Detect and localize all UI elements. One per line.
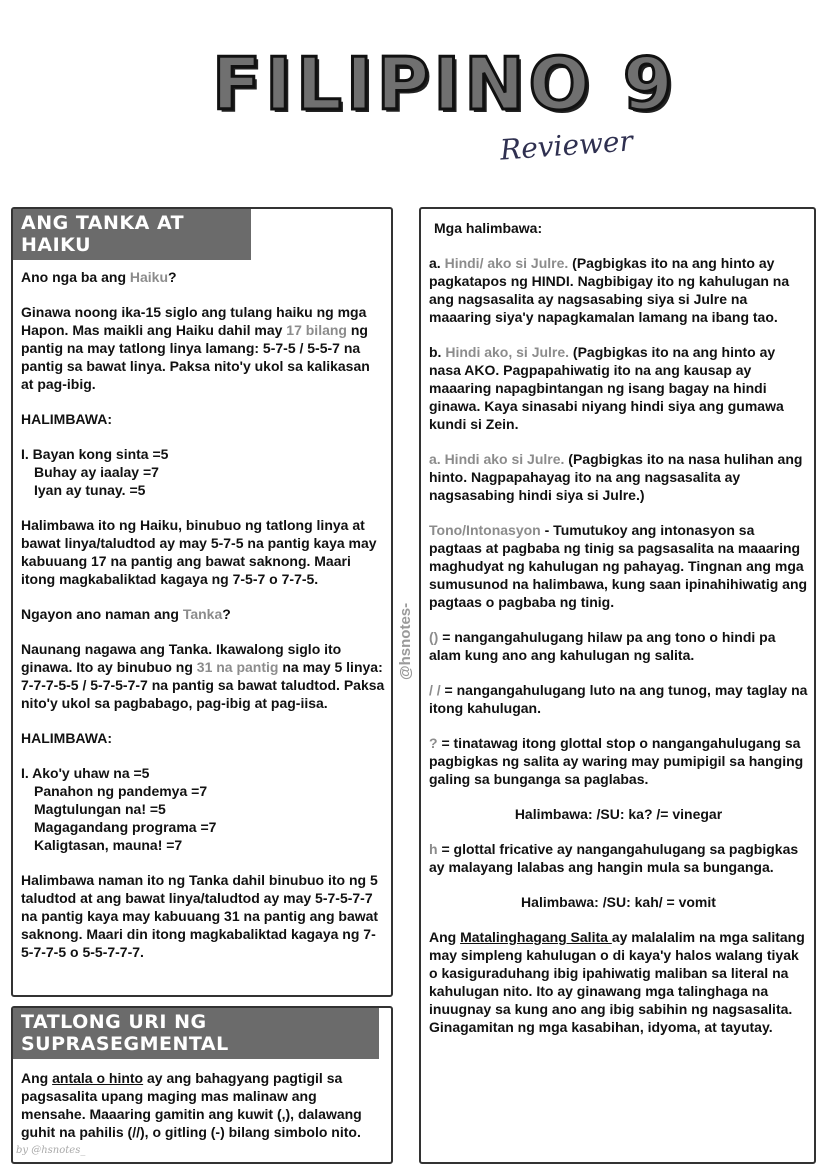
highlight-term: ? (429, 735, 438, 751)
tanka-question (21, 605, 385, 623)
page-subtitle: Reviewer (498, 124, 634, 167)
examples-section (419, 207, 816, 1164)
haiku-explanation: Halimbawa ito ng Haiku, binubuo ng tatlong linya at bawat linya/taludtod ay may 5-7-5 na pantig kaya may kabuuang 17 na pantig ang bawat saknong. Maari itong magkabaliktad kagaya ng 7-5-7 o 7-7-5. (21, 517, 377, 587)
example-label: HALIMBAWA: (21, 411, 112, 427)
vinegar-example: Halimbawa: /SU: ka? /= vinegar (514, 806, 723, 822)
text: Ang (429, 929, 461, 945)
text: (Pagbigkas ito na ang hinto ay nasa AKO. Pagpapahiwatig ito na ang kausap ay maaaring napagbintangan ng isang bagay na hindi ginawa. Kaya sinasabi niyang hindi siya ang gumawa kundi si Zein. (429, 344, 784, 432)
vomit-example: Halimbawa: /SU: kah/ = vomit (521, 894, 716, 910)
highlight-term: 17 bilang (286, 322, 347, 338)
section-heading: ANG TANKA AT HAIKU (13, 209, 251, 260)
text: a. (429, 255, 445, 271)
text: (Pagbigkas ito na nasa hulihan ang hinto. Nagpapahayag ito na ang nagsasalita ay nagsasabing hindi siya si Julre.) (429, 451, 803, 503)
text: Ano nga ba ang (21, 269, 130, 285)
poem-line: Iyan ay tunay. =5 (34, 482, 146, 498)
glottal-fricative-definition (429, 840, 808, 876)
antala-definition (21, 1069, 385, 1141)
haiku-example (21, 445, 385, 499)
matalinghaga-definition (429, 928, 808, 1036)
author-signature: by @hsnotes_ (16, 1145, 86, 1156)
text: = nangangahulugang luto na ang tunog, may taglay na itong kahulugan. (429, 682, 808, 716)
highlight-term: () (429, 629, 439, 645)
example-a (429, 254, 808, 326)
text: (Pagbigkas ito na ang hinto ay pagkatapos ng HINDI. Nagbibigay ito ng kahulugan na ang nagsasalita ay nagsasabing siya si Julre na maaaring siya'y napagkamalan lamang na ibang tao. (429, 255, 790, 325)
text: = tinatawag itong glottal stop o nangangahulugang sa pagbigkas ng salita ay waring may pumipigil sa hanging galing sa bunganga sa paglabas. (429, 735, 804, 787)
text: = nangangahulugang hilaw pa ang tono o hindi pa alam kung ano ang kahulugan ng salita. (429, 629, 776, 663)
text: Ang (21, 1070, 53, 1086)
glottal-stop-definition (429, 734, 808, 788)
example-c (429, 450, 808, 504)
text: Naunang nagawa ang Tanka. Ikawalong siglo ito ginawa. Ito ay binubuo ng (21, 641, 342, 675)
highlight-term: / / (429, 682, 441, 698)
page-title: FILIPINO 9 (212, 42, 677, 126)
poem-line: I. Bayan kong sinta =5 (21, 446, 169, 462)
text: na may 5 linya: 7-7-7-5-5 / 5-7-5-7-7 na pantig sa bawat taludtod. Paksa nito'y ukol sa pagbabago, pag-ibig at pag-iisa. (21, 659, 385, 711)
text: b. (429, 344, 446, 360)
highlight-term: 31 na pantig (196, 659, 279, 675)
highlight-term: Tanka (182, 606, 223, 622)
underlined-term: Matalinghagang Salita (460, 929, 612, 945)
example-b (429, 343, 808, 433)
suprasegmental-section (11, 1006, 393, 1164)
text: = glottal fricative ay nangangahulugang sa pagbigkas ay malayang lalabas ang hangin mula sa bunganga. (429, 841, 799, 875)
section-heading: TATLONG URI NG SUPRASEGMENTAL (13, 1008, 379, 1059)
tanka-example (21, 764, 385, 854)
haiku-definition (21, 303, 385, 393)
poem-line: Kaligtasan, mauna! =7 (34, 837, 183, 853)
highlight-term: a. Hindi ako si Julre. (429, 451, 565, 467)
text: ng pantig na may tatlong linya lamang: 5-7-5 / 5-5-7 na pantig sa bawat linya. Paksa nito'y ukol sa kalikasan at pag-ibig. (21, 322, 370, 392)
text: ? (222, 606, 231, 622)
watermark: @hsnotes- (397, 602, 414, 680)
poem-line: Magtulungan na! =5 (34, 801, 166, 817)
text: ay malalalim na mga salitang may simpleng kahulugan o di kaya'y halos walang tiyak o kasiguraduhang ibig ipahiwatig maliban sa literal na kahulugan nito. Ito ay ginawang mga talinghaga na inuugnay sa kung ano ang ibig sabihin ng nagsasalita. Ginagamitan ng mga kasabihan, idyoma, at tayutay. (429, 929, 805, 1035)
poem-line: Magagandang programa =7 (34, 819, 217, 835)
tanka-haiku-section (11, 207, 393, 997)
text: ay ang bahagyang pagtigil sa pagsasalita upang maging mas malinaw ang mensahe. Maaaring gamitin ang kuwit (,), dalawang guhit na pahilis (//), o gitling (-) bilang simbolo nito. (21, 1070, 362, 1140)
text: Ngayon ano naman ang (21, 606, 183, 622)
text: - Tumutukoy ang intonasyon sa pagtaas at pagbaba ng tinig sa pagsasalita na maaaring maghudyat ng kahulugan ng pahayag. Tingnan ang mga sumusunod na halimbawa, kung saan ipinahihiwatig ang pagtaas o pagbaba ng tinig. (429, 522, 808, 610)
highlight-term: Hindi/ ako si Julre. (444, 255, 569, 271)
poem-line: I. Ako'y uhaw na =5 (21, 765, 150, 781)
paren-definition (429, 628, 808, 664)
highlight-term: Hindi ako, si Julre. (445, 344, 570, 360)
highlight-term: Tono/Intonasyon (429, 522, 541, 538)
tanka-explanation: Halimbawa naman ito ng Tanka dahil binubuo ito ng 5 taludtod at ang bawat linya/taludtod ay may 5-7-5-7-7 na pantig kaya may kabuuang 31 na pantig ang bawat saknong. Maari din itong magkabaliktad kagaya ng 7-5-7-7-5 o 5-5-7-7-7. (21, 872, 379, 960)
underlined-term: antala o hinto (52, 1070, 144, 1086)
haiku-question (21, 268, 385, 286)
poem-line: Buhay ay iaalay =7 (34, 464, 159, 480)
highlight-term: Haiku (129, 269, 169, 285)
examples-intro: Mga halimbawa: (434, 220, 543, 236)
text: ? (168, 269, 177, 285)
highlight-term: h (429, 841, 438, 857)
tono-definition (429, 521, 808, 611)
example-label: HALIMBAWA: (21, 730, 112, 746)
poem-line: Panahon ng pandemya =7 (34, 783, 208, 799)
text: Ginawa noong ika-15 siglo ang tulang haiku ng mga Hapon. Mas maikli ang Haiku dahil may (21, 304, 367, 338)
tanka-definition (21, 640, 385, 712)
slash-definition (429, 681, 808, 717)
